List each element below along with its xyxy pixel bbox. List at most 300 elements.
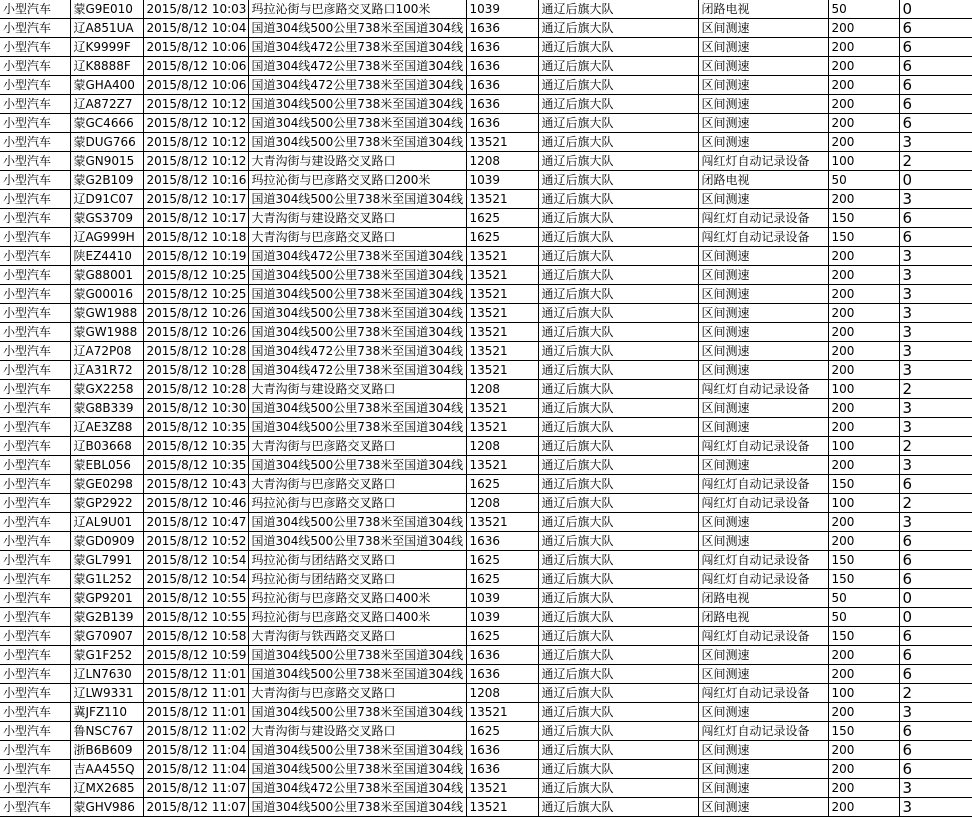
violation-time-cell[interactable]: 2015/8/12 10:12 xyxy=(143,114,248,133)
plate-number-cell[interactable]: 蒙DUG766 xyxy=(70,133,143,152)
plate-number-cell[interactable]: 蒙GL7991 xyxy=(70,551,143,570)
location-cell[interactable]: 大青沟街与铁西路交叉路口 xyxy=(248,627,466,646)
location-cell[interactable]: 国道304线472公里738米至国道304线 xyxy=(248,361,466,380)
fine-amount-cell[interactable]: 200 xyxy=(828,76,899,95)
violation-code-cell[interactable]: 1636 xyxy=(466,95,538,114)
vehicle-type-cell[interactable]: 小型汽车 xyxy=(0,19,70,38)
fine-amount-cell[interactable]: 150 xyxy=(828,475,899,494)
vehicle-type-cell[interactable]: 小型汽车 xyxy=(0,437,70,456)
location-cell[interactable]: 国道304线472公里738米至国道304线 xyxy=(248,779,466,798)
department-cell[interactable]: 通辽后旗大队 xyxy=(538,608,698,627)
penalty-points-cell[interactable]: 3 xyxy=(899,779,972,798)
location-cell[interactable]: 国道304线500公里738米至国道304线 xyxy=(248,513,466,532)
device-type-cell[interactable]: 区间测速 xyxy=(698,779,828,798)
fine-amount-cell[interactable]: 200 xyxy=(828,798,899,817)
location-cell[interactable]: 国道304线500公里738米至国道304线 xyxy=(248,266,466,285)
violation-code-cell[interactable]: 1039 xyxy=(466,171,538,190)
department-cell[interactable]: 通辽后旗大队 xyxy=(538,323,698,342)
vehicle-type-cell[interactable]: 小型汽车 xyxy=(0,608,70,627)
violation-code-cell[interactable]: 13521 xyxy=(466,798,538,817)
plate-number-cell[interactable]: 蒙EBL056 xyxy=(70,456,143,475)
device-type-cell[interactable]: 区间测速 xyxy=(698,532,828,551)
violation-time-cell[interactable]: 2015/8/12 11:04 xyxy=(143,760,248,779)
penalty-points-cell[interactable]: 3 xyxy=(899,513,972,532)
vehicle-type-cell[interactable]: 小型汽车 xyxy=(0,646,70,665)
department-cell[interactable]: 通辽后旗大队 xyxy=(538,456,698,475)
device-type-cell[interactable]: 区间测速 xyxy=(698,76,828,95)
violation-code-cell[interactable]: 13521 xyxy=(466,266,538,285)
vehicle-type-cell[interactable]: 小型汽车 xyxy=(0,798,70,817)
department-cell[interactable]: 通辽后旗大队 xyxy=(538,399,698,418)
fine-amount-cell[interactable]: 200 xyxy=(828,57,899,76)
device-type-cell[interactable]: 区间测速 xyxy=(698,760,828,779)
fine-amount-cell[interactable]: 200 xyxy=(828,323,899,342)
vehicle-type-cell[interactable]: 小型汽车 xyxy=(0,494,70,513)
violation-code-cell[interactable]: 1636 xyxy=(466,532,538,551)
plate-number-cell[interactable]: 蒙GHV986 xyxy=(70,798,143,817)
department-cell[interactable]: 通辽后旗大队 xyxy=(538,627,698,646)
plate-number-cell[interactable]: 蒙GHA400 xyxy=(70,76,143,95)
penalty-points-cell[interactable]: 3 xyxy=(899,798,972,817)
device-type-cell[interactable]: 区间测速 xyxy=(698,57,828,76)
fine-amount-cell[interactable]: 50 xyxy=(828,589,899,608)
violation-code-cell[interactable]: 1636 xyxy=(466,741,538,760)
plate-number-cell[interactable]: 辽K8888F xyxy=(70,57,143,76)
violation-time-cell[interactable]: 2015/8/12 10:43 xyxy=(143,475,248,494)
fine-amount-cell[interactable]: 200 xyxy=(828,703,899,722)
penalty-points-cell[interactable]: 2 xyxy=(899,684,972,703)
department-cell[interactable]: 通辽后旗大队 xyxy=(538,361,698,380)
violation-code-cell[interactable]: 13521 xyxy=(466,456,538,475)
vehicle-type-cell[interactable]: 小型汽车 xyxy=(0,38,70,57)
fine-amount-cell[interactable]: 200 xyxy=(828,133,899,152)
plate-number-cell[interactable]: 辽A872Z7 xyxy=(70,95,143,114)
device-type-cell[interactable]: 区间测速 xyxy=(698,741,828,760)
violation-time-cell[interactable]: 2015/8/12 10:28 xyxy=(143,361,248,380)
violation-time-cell[interactable]: 2015/8/12 10:17 xyxy=(143,190,248,209)
device-type-cell[interactable]: 闯红灯自动记录设备 xyxy=(698,627,828,646)
plate-number-cell[interactable]: 辽AG999H xyxy=(70,228,143,247)
violation-time-cell[interactable]: 2015/8/12 10:28 xyxy=(143,380,248,399)
violation-code-cell[interactable]: 1625 xyxy=(466,722,538,741)
plate-number-cell[interactable]: 陕EZ4410 xyxy=(70,247,143,266)
violation-time-cell[interactable]: 2015/8/12 10:46 xyxy=(143,494,248,513)
penalty-points-cell[interactable]: 6 xyxy=(899,646,972,665)
fine-amount-cell[interactable]: 150 xyxy=(828,722,899,741)
violation-code-cell[interactable]: 1625 xyxy=(466,228,538,247)
plate-number-cell[interactable]: 蒙G70907 xyxy=(70,627,143,646)
vehicle-type-cell[interactable]: 小型汽车 xyxy=(0,190,70,209)
penalty-points-cell[interactable]: 3 xyxy=(899,304,972,323)
plate-number-cell[interactable]: 蒙GW1988 xyxy=(70,323,143,342)
vehicle-type-cell[interactable]: 小型汽车 xyxy=(0,684,70,703)
violation-time-cell[interactable]: 2015/8/12 11:07 xyxy=(143,779,248,798)
location-cell[interactable]: 大青沟街与建设路交叉路口 xyxy=(248,380,466,399)
penalty-points-cell[interactable]: 6 xyxy=(899,760,972,779)
violation-time-cell[interactable]: 2015/8/12 10:17 xyxy=(143,209,248,228)
device-type-cell[interactable]: 区间测速 xyxy=(698,798,828,817)
fine-amount-cell[interactable]: 150 xyxy=(828,551,899,570)
violation-time-cell[interactable]: 2015/8/12 10:06 xyxy=(143,76,248,95)
violation-code-cell[interactable]: 1636 xyxy=(466,114,538,133)
violation-time-cell[interactable]: 2015/8/12 10:18 xyxy=(143,228,248,247)
department-cell[interactable]: 通辽后旗大队 xyxy=(538,437,698,456)
violation-code-cell[interactable]: 1625 xyxy=(466,570,538,589)
location-cell[interactable]: 玛拉沁街与巴彦路交叉路口100米 xyxy=(248,0,466,19)
department-cell[interactable]: 通辽后旗大队 xyxy=(538,551,698,570)
violation-time-cell[interactable]: 2015/8/12 10:16 xyxy=(143,171,248,190)
location-cell[interactable]: 国道304线500公里738米至国道304线 xyxy=(248,646,466,665)
vehicle-type-cell[interactable]: 小型汽车 xyxy=(0,133,70,152)
fine-amount-cell[interactable]: 200 xyxy=(828,247,899,266)
location-cell[interactable]: 国道304线472公里738米至国道304线 xyxy=(248,76,466,95)
plate-number-cell[interactable]: 蒙G88001 xyxy=(70,266,143,285)
location-cell[interactable]: 玛拉沁街与团结路交叉路口 xyxy=(248,551,466,570)
plate-number-cell[interactable]: 辽B03668 xyxy=(70,437,143,456)
violation-code-cell[interactable]: 1636 xyxy=(466,57,538,76)
device-type-cell[interactable]: 闯红灯自动记录设备 xyxy=(698,551,828,570)
location-cell[interactable]: 国道304线500公里738米至国道304线 xyxy=(248,532,466,551)
violation-code-cell[interactable]: 13521 xyxy=(466,361,538,380)
violation-code-cell[interactable]: 1625 xyxy=(466,551,538,570)
violation-code-cell[interactable]: 1039 xyxy=(466,0,538,19)
device-type-cell[interactable]: 区间测速 xyxy=(698,285,828,304)
location-cell[interactable]: 大青沟街与建设路交叉路口 xyxy=(248,209,466,228)
penalty-points-cell[interactable]: 6 xyxy=(899,665,972,684)
violation-code-cell[interactable]: 1208 xyxy=(466,437,538,456)
department-cell[interactable]: 通辽后旗大队 xyxy=(538,228,698,247)
plate-number-cell[interactable]: 蒙G1F252 xyxy=(70,646,143,665)
penalty-points-cell[interactable]: 3 xyxy=(899,323,972,342)
violation-time-cell[interactable]: 2015/8/12 10:12 xyxy=(143,152,248,171)
vehicle-type-cell[interactable]: 小型汽车 xyxy=(0,532,70,551)
vehicle-type-cell[interactable]: 小型汽车 xyxy=(0,152,70,171)
location-cell[interactable]: 国道304线472公里738米至国道304线 xyxy=(248,38,466,57)
plate-number-cell[interactable]: 蒙G9E010 xyxy=(70,0,143,19)
violation-time-cell[interactable]: 2015/8/12 10:30 xyxy=(143,399,248,418)
device-type-cell[interactable]: 闯红灯自动记录设备 xyxy=(698,380,828,399)
plate-number-cell[interactable]: 辽AL9U01 xyxy=(70,513,143,532)
penalty-points-cell[interactable]: 6 xyxy=(899,38,972,57)
location-cell[interactable]: 大青沟街与建设路交叉路口 xyxy=(248,152,466,171)
penalty-points-cell[interactable]: 3 xyxy=(899,399,972,418)
plate-number-cell[interactable]: 冀JFZ110 xyxy=(70,703,143,722)
device-type-cell[interactable]: 区间测速 xyxy=(698,399,828,418)
vehicle-type-cell[interactable]: 小型汽车 xyxy=(0,114,70,133)
violation-time-cell[interactable]: 2015/8/12 10:55 xyxy=(143,589,248,608)
penalty-points-cell[interactable]: 6 xyxy=(899,57,972,76)
violation-time-cell[interactable]: 2015/8/12 10:59 xyxy=(143,646,248,665)
device-type-cell[interactable]: 闯红灯自动记录设备 xyxy=(698,437,828,456)
device-type-cell[interactable]: 闯红灯自动记录设备 xyxy=(698,228,828,247)
department-cell[interactable]: 通辽后旗大队 xyxy=(538,0,698,19)
vehicle-type-cell[interactable]: 小型汽车 xyxy=(0,665,70,684)
violation-code-cell[interactable]: 1625 xyxy=(466,209,538,228)
plate-number-cell[interactable]: 辽A31R72 xyxy=(70,361,143,380)
violation-time-cell[interactable]: 2015/8/12 11:01 xyxy=(143,684,248,703)
device-type-cell[interactable]: 区间测速 xyxy=(698,304,828,323)
penalty-points-cell[interactable]: 6 xyxy=(899,19,972,38)
device-type-cell[interactable]: 区间测速 xyxy=(698,665,828,684)
violation-code-cell[interactable]: 13521 xyxy=(466,285,538,304)
violation-code-cell[interactable]: 1636 xyxy=(466,665,538,684)
violation-time-cell[interactable]: 2015/8/12 10:25 xyxy=(143,285,248,304)
location-cell[interactable]: 大青沟街与建设路交叉路口 xyxy=(248,722,466,741)
device-type-cell[interactable]: 区间测速 xyxy=(698,133,828,152)
vehicle-type-cell[interactable]: 小型汽车 xyxy=(0,760,70,779)
device-type-cell[interactable]: 区间测速 xyxy=(698,266,828,285)
penalty-points-cell[interactable]: 6 xyxy=(899,228,972,247)
violation-code-cell[interactable]: 13521 xyxy=(466,513,538,532)
plate-number-cell[interactable]: 蒙GE0298 xyxy=(70,475,143,494)
plate-number-cell[interactable]: 浙B6B609 xyxy=(70,741,143,760)
plate-number-cell[interactable]: 蒙G8B339 xyxy=(70,399,143,418)
violation-time-cell[interactable]: 2015/8/12 10:25 xyxy=(143,266,248,285)
department-cell[interactable]: 通辽后旗大队 xyxy=(538,665,698,684)
location-cell[interactable]: 国道304线500公里738米至国道304线 xyxy=(248,95,466,114)
plate-number-cell[interactable]: 蒙GW1988 xyxy=(70,304,143,323)
location-cell[interactable]: 玛拉沁街与团结路交叉路口 xyxy=(248,570,466,589)
department-cell[interactable]: 通辽后旗大队 xyxy=(538,418,698,437)
violation-time-cell[interactable]: 2015/8/12 10:26 xyxy=(143,323,248,342)
plate-number-cell[interactable]: 蒙GD0909 xyxy=(70,532,143,551)
vehicle-type-cell[interactable]: 小型汽车 xyxy=(0,741,70,760)
plate-number-cell[interactable]: 辽A851UA xyxy=(70,19,143,38)
department-cell[interactable]: 通辽后旗大队 xyxy=(538,190,698,209)
penalty-points-cell[interactable]: 3 xyxy=(899,247,972,266)
violation-code-cell[interactable]: 1636 xyxy=(466,38,538,57)
plate-number-cell[interactable]: 蒙G2B109 xyxy=(70,171,143,190)
location-cell[interactable]: 大青沟街与巴彦路交叉路口 xyxy=(248,475,466,494)
penalty-points-cell[interactable]: 2 xyxy=(899,494,972,513)
plate-number-cell[interactable]: 蒙GS3709 xyxy=(70,209,143,228)
fine-amount-cell[interactable]: 200 xyxy=(828,665,899,684)
penalty-points-cell[interactable]: 6 xyxy=(899,114,972,133)
device-type-cell[interactable]: 闯红灯自动记录设备 xyxy=(698,152,828,171)
violation-code-cell[interactable]: 13521 xyxy=(466,703,538,722)
vehicle-type-cell[interactable]: 小型汽车 xyxy=(0,703,70,722)
violation-time-cell[interactable]: 2015/8/12 10:47 xyxy=(143,513,248,532)
fine-amount-cell[interactable]: 150 xyxy=(828,627,899,646)
department-cell[interactable]: 通辽后旗大队 xyxy=(538,19,698,38)
penalty-points-cell[interactable]: 0 xyxy=(899,608,972,627)
violation-time-cell[interactable]: 2015/8/12 11:07 xyxy=(143,798,248,817)
department-cell[interactable]: 通辽后旗大队 xyxy=(538,513,698,532)
department-cell[interactable]: 通辽后旗大队 xyxy=(538,285,698,304)
violation-time-cell[interactable]: 2015/8/12 10:54 xyxy=(143,570,248,589)
violation-code-cell[interactable]: 13521 xyxy=(466,323,538,342)
location-cell[interactable]: 国道304线500公里738米至国道304线 xyxy=(248,190,466,209)
fine-amount-cell[interactable]: 200 xyxy=(828,532,899,551)
penalty-points-cell[interactable]: 0 xyxy=(899,0,972,19)
plate-number-cell[interactable]: 蒙G00016 xyxy=(70,285,143,304)
fine-amount-cell[interactable]: 50 xyxy=(828,0,899,19)
plate-number-cell[interactable]: 蒙G2B139 xyxy=(70,608,143,627)
fine-amount-cell[interactable]: 200 xyxy=(828,304,899,323)
department-cell[interactable]: 通辽后旗大队 xyxy=(538,589,698,608)
violation-time-cell[interactable]: 2015/8/12 10:52 xyxy=(143,532,248,551)
penalty-points-cell[interactable]: 0 xyxy=(899,589,972,608)
vehicle-type-cell[interactable]: 小型汽车 xyxy=(0,323,70,342)
fine-amount-cell[interactable]: 200 xyxy=(828,760,899,779)
device-type-cell[interactable]: 区间测速 xyxy=(698,190,828,209)
department-cell[interactable]: 通辽后旗大队 xyxy=(538,114,698,133)
plate-number-cell[interactable]: 辽AE3Z88 xyxy=(70,418,143,437)
violation-time-cell[interactable]: 2015/8/12 11:01 xyxy=(143,703,248,722)
vehicle-type-cell[interactable]: 小型汽车 xyxy=(0,418,70,437)
fine-amount-cell[interactable]: 200 xyxy=(828,95,899,114)
violation-time-cell[interactable]: 2015/8/12 11:02 xyxy=(143,722,248,741)
department-cell[interactable]: 通辽后旗大队 xyxy=(538,380,698,399)
violation-code-cell[interactable]: 1039 xyxy=(466,589,538,608)
penalty-points-cell[interactable]: 3 xyxy=(899,285,972,304)
department-cell[interactable]: 通辽后旗大队 xyxy=(538,304,698,323)
violation-code-cell[interactable]: 13521 xyxy=(466,304,538,323)
device-type-cell[interactable]: 闭路电视 xyxy=(698,0,828,19)
vehicle-type-cell[interactable]: 小型汽车 xyxy=(0,304,70,323)
device-type-cell[interactable]: 区间测速 xyxy=(698,342,828,361)
fine-amount-cell[interactable]: 200 xyxy=(828,19,899,38)
plate-number-cell[interactable]: 辽A72P08 xyxy=(70,342,143,361)
penalty-points-cell[interactable]: 3 xyxy=(899,418,972,437)
fine-amount-cell[interactable]: 200 xyxy=(828,646,899,665)
location-cell[interactable]: 国道304线472公里738米至国道304线 xyxy=(248,57,466,76)
violation-code-cell[interactable]: 13521 xyxy=(466,779,538,798)
device-type-cell[interactable]: 区间测速 xyxy=(698,95,828,114)
vehicle-type-cell[interactable]: 小型汽车 xyxy=(0,247,70,266)
device-type-cell[interactable]: 区间测速 xyxy=(698,19,828,38)
device-type-cell[interactable]: 闯红灯自动记录设备 xyxy=(698,570,828,589)
penalty-points-cell[interactable]: 6 xyxy=(899,76,972,95)
location-cell[interactable]: 国道304线500公里738米至国道304线 xyxy=(248,133,466,152)
location-cell[interactable]: 国道304线472公里738米至国道304线 xyxy=(248,247,466,266)
plate-number-cell[interactable]: 辽MX2685 xyxy=(70,779,143,798)
violation-time-cell[interactable]: 2015/8/12 10:55 xyxy=(143,608,248,627)
vehicle-type-cell[interactable]: 小型汽车 xyxy=(0,722,70,741)
device-type-cell[interactable]: 闯红灯自动记录设备 xyxy=(698,475,828,494)
department-cell[interactable]: 通辽后旗大队 xyxy=(538,722,698,741)
location-cell[interactable]: 玛拉沁街与巴彦路交叉路口 xyxy=(248,494,466,513)
device-type-cell[interactable]: 区间测速 xyxy=(698,38,828,57)
penalty-points-cell[interactable]: 3 xyxy=(899,190,972,209)
violation-code-cell[interactable]: 1039 xyxy=(466,608,538,627)
violation-time-cell[interactable]: 2015/8/12 10:58 xyxy=(143,627,248,646)
department-cell[interactable]: 通辽后旗大队 xyxy=(538,684,698,703)
department-cell[interactable]: 通辽后旗大队 xyxy=(538,38,698,57)
fine-amount-cell[interactable]: 200 xyxy=(828,513,899,532)
department-cell[interactable]: 通辽后旗大队 xyxy=(538,95,698,114)
department-cell[interactable]: 通辽后旗大队 xyxy=(538,570,698,589)
violation-code-cell[interactable]: 13521 xyxy=(466,418,538,437)
penalty-points-cell[interactable]: 6 xyxy=(899,95,972,114)
location-cell[interactable]: 大青沟街与巴彦路交叉路口 xyxy=(248,437,466,456)
vehicle-type-cell[interactable]: 小型汽车 xyxy=(0,399,70,418)
violation-time-cell[interactable]: 2015/8/12 10:06 xyxy=(143,57,248,76)
vehicle-type-cell[interactable]: 小型汽车 xyxy=(0,171,70,190)
plate-number-cell[interactable]: 蒙GN9015 xyxy=(70,152,143,171)
department-cell[interactable]: 通辽后旗大队 xyxy=(538,266,698,285)
vehicle-type-cell[interactable]: 小型汽车 xyxy=(0,456,70,475)
plate-number-cell[interactable]: 辽K9999F xyxy=(70,38,143,57)
violation-time-cell[interactable]: 2015/8/12 10:35 xyxy=(143,456,248,475)
plate-number-cell[interactable]: 蒙GP2922 xyxy=(70,494,143,513)
location-cell[interactable]: 国道304线500公里738米至国道304线 xyxy=(248,323,466,342)
device-type-cell[interactable]: 区间测速 xyxy=(698,703,828,722)
penalty-points-cell[interactable]: 3 xyxy=(899,456,972,475)
violation-code-cell[interactable]: 1208 xyxy=(466,684,538,703)
location-cell[interactable]: 玛拉沁街与巴彦路交叉路口400米 xyxy=(248,608,466,627)
penalty-points-cell[interactable]: 3 xyxy=(899,266,972,285)
location-cell[interactable]: 国道304线500公里738米至国道304线 xyxy=(248,456,466,475)
penalty-points-cell[interactable]: 6 xyxy=(899,532,972,551)
device-type-cell[interactable]: 区间测速 xyxy=(698,323,828,342)
violation-code-cell[interactable]: 13521 xyxy=(466,247,538,266)
device-type-cell[interactable]: 闭路电视 xyxy=(698,171,828,190)
device-type-cell[interactable]: 闭路电视 xyxy=(698,608,828,627)
fine-amount-cell[interactable]: 200 xyxy=(828,779,899,798)
violation-time-cell[interactable]: 2015/8/12 10:06 xyxy=(143,38,248,57)
violation-time-cell[interactable]: 2015/8/12 10:03 xyxy=(143,0,248,19)
device-type-cell[interactable]: 闯红灯自动记录设备 xyxy=(698,722,828,741)
fine-amount-cell[interactable]: 200 xyxy=(828,456,899,475)
location-cell[interactable]: 国道304线500公里738米至国道304线 xyxy=(248,741,466,760)
device-type-cell[interactable]: 区间测速 xyxy=(698,513,828,532)
violation-time-cell[interactable]: 2015/8/12 10:35 xyxy=(143,437,248,456)
penalty-points-cell[interactable]: 0 xyxy=(899,171,972,190)
department-cell[interactable]: 通辽后旗大队 xyxy=(538,475,698,494)
plate-number-cell[interactable]: 蒙GC4666 xyxy=(70,114,143,133)
plate-number-cell[interactable]: 辽LN7630 xyxy=(70,665,143,684)
department-cell[interactable]: 通辽后旗大队 xyxy=(538,342,698,361)
fine-amount-cell[interactable]: 200 xyxy=(828,399,899,418)
device-type-cell[interactable]: 闯红灯自动记录设备 xyxy=(698,209,828,228)
violation-time-cell[interactable]: 2015/8/12 11:04 xyxy=(143,741,248,760)
vehicle-type-cell[interactable]: 小型汽车 xyxy=(0,76,70,95)
violation-time-cell[interactable]: 2015/8/12 10:04 xyxy=(143,19,248,38)
violation-time-cell[interactable]: 2015/8/12 10:12 xyxy=(143,133,248,152)
penalty-points-cell[interactable]: 2 xyxy=(899,437,972,456)
fine-amount-cell[interactable]: 200 xyxy=(828,114,899,133)
vehicle-type-cell[interactable]: 小型汽车 xyxy=(0,228,70,247)
penalty-points-cell[interactable]: 2 xyxy=(899,152,972,171)
fine-amount-cell[interactable]: 200 xyxy=(828,266,899,285)
violation-time-cell[interactable]: 2015/8/12 10:12 xyxy=(143,95,248,114)
fine-amount-cell[interactable]: 150 xyxy=(828,570,899,589)
penalty-points-cell[interactable]: 3 xyxy=(899,342,972,361)
fine-amount-cell[interactable]: 200 xyxy=(828,285,899,304)
location-cell[interactable]: 国道304线500公里738米至国道304线 xyxy=(248,285,466,304)
vehicle-type-cell[interactable]: 小型汽车 xyxy=(0,285,70,304)
vehicle-type-cell[interactable]: 小型汽车 xyxy=(0,589,70,608)
penalty-points-cell[interactable]: 6 xyxy=(899,570,972,589)
department-cell[interactable]: 通辽后旗大队 xyxy=(538,646,698,665)
device-type-cell[interactable]: 区间测速 xyxy=(698,418,828,437)
penalty-points-cell[interactable]: 3 xyxy=(899,133,972,152)
penalty-points-cell[interactable]: 3 xyxy=(899,361,972,380)
penalty-points-cell[interactable]: 2 xyxy=(899,380,972,399)
department-cell[interactable]: 通辽后旗大队 xyxy=(538,779,698,798)
vehicle-type-cell[interactable]: 小型汽车 xyxy=(0,627,70,646)
violation-time-cell[interactable]: 2015/8/12 11:01 xyxy=(143,665,248,684)
device-type-cell[interactable]: 闯红灯自动记录设备 xyxy=(698,494,828,513)
location-cell[interactable]: 国道304线500公里738米至国道304线 xyxy=(248,399,466,418)
department-cell[interactable]: 通辽后旗大队 xyxy=(538,741,698,760)
violation-code-cell[interactable]: 1636 xyxy=(466,646,538,665)
penalty-points-cell[interactable]: 3 xyxy=(899,703,972,722)
device-type-cell[interactable]: 闭路电视 xyxy=(698,589,828,608)
department-cell[interactable]: 通辽后旗大队 xyxy=(538,152,698,171)
vehicle-type-cell[interactable]: 小型汽车 xyxy=(0,779,70,798)
